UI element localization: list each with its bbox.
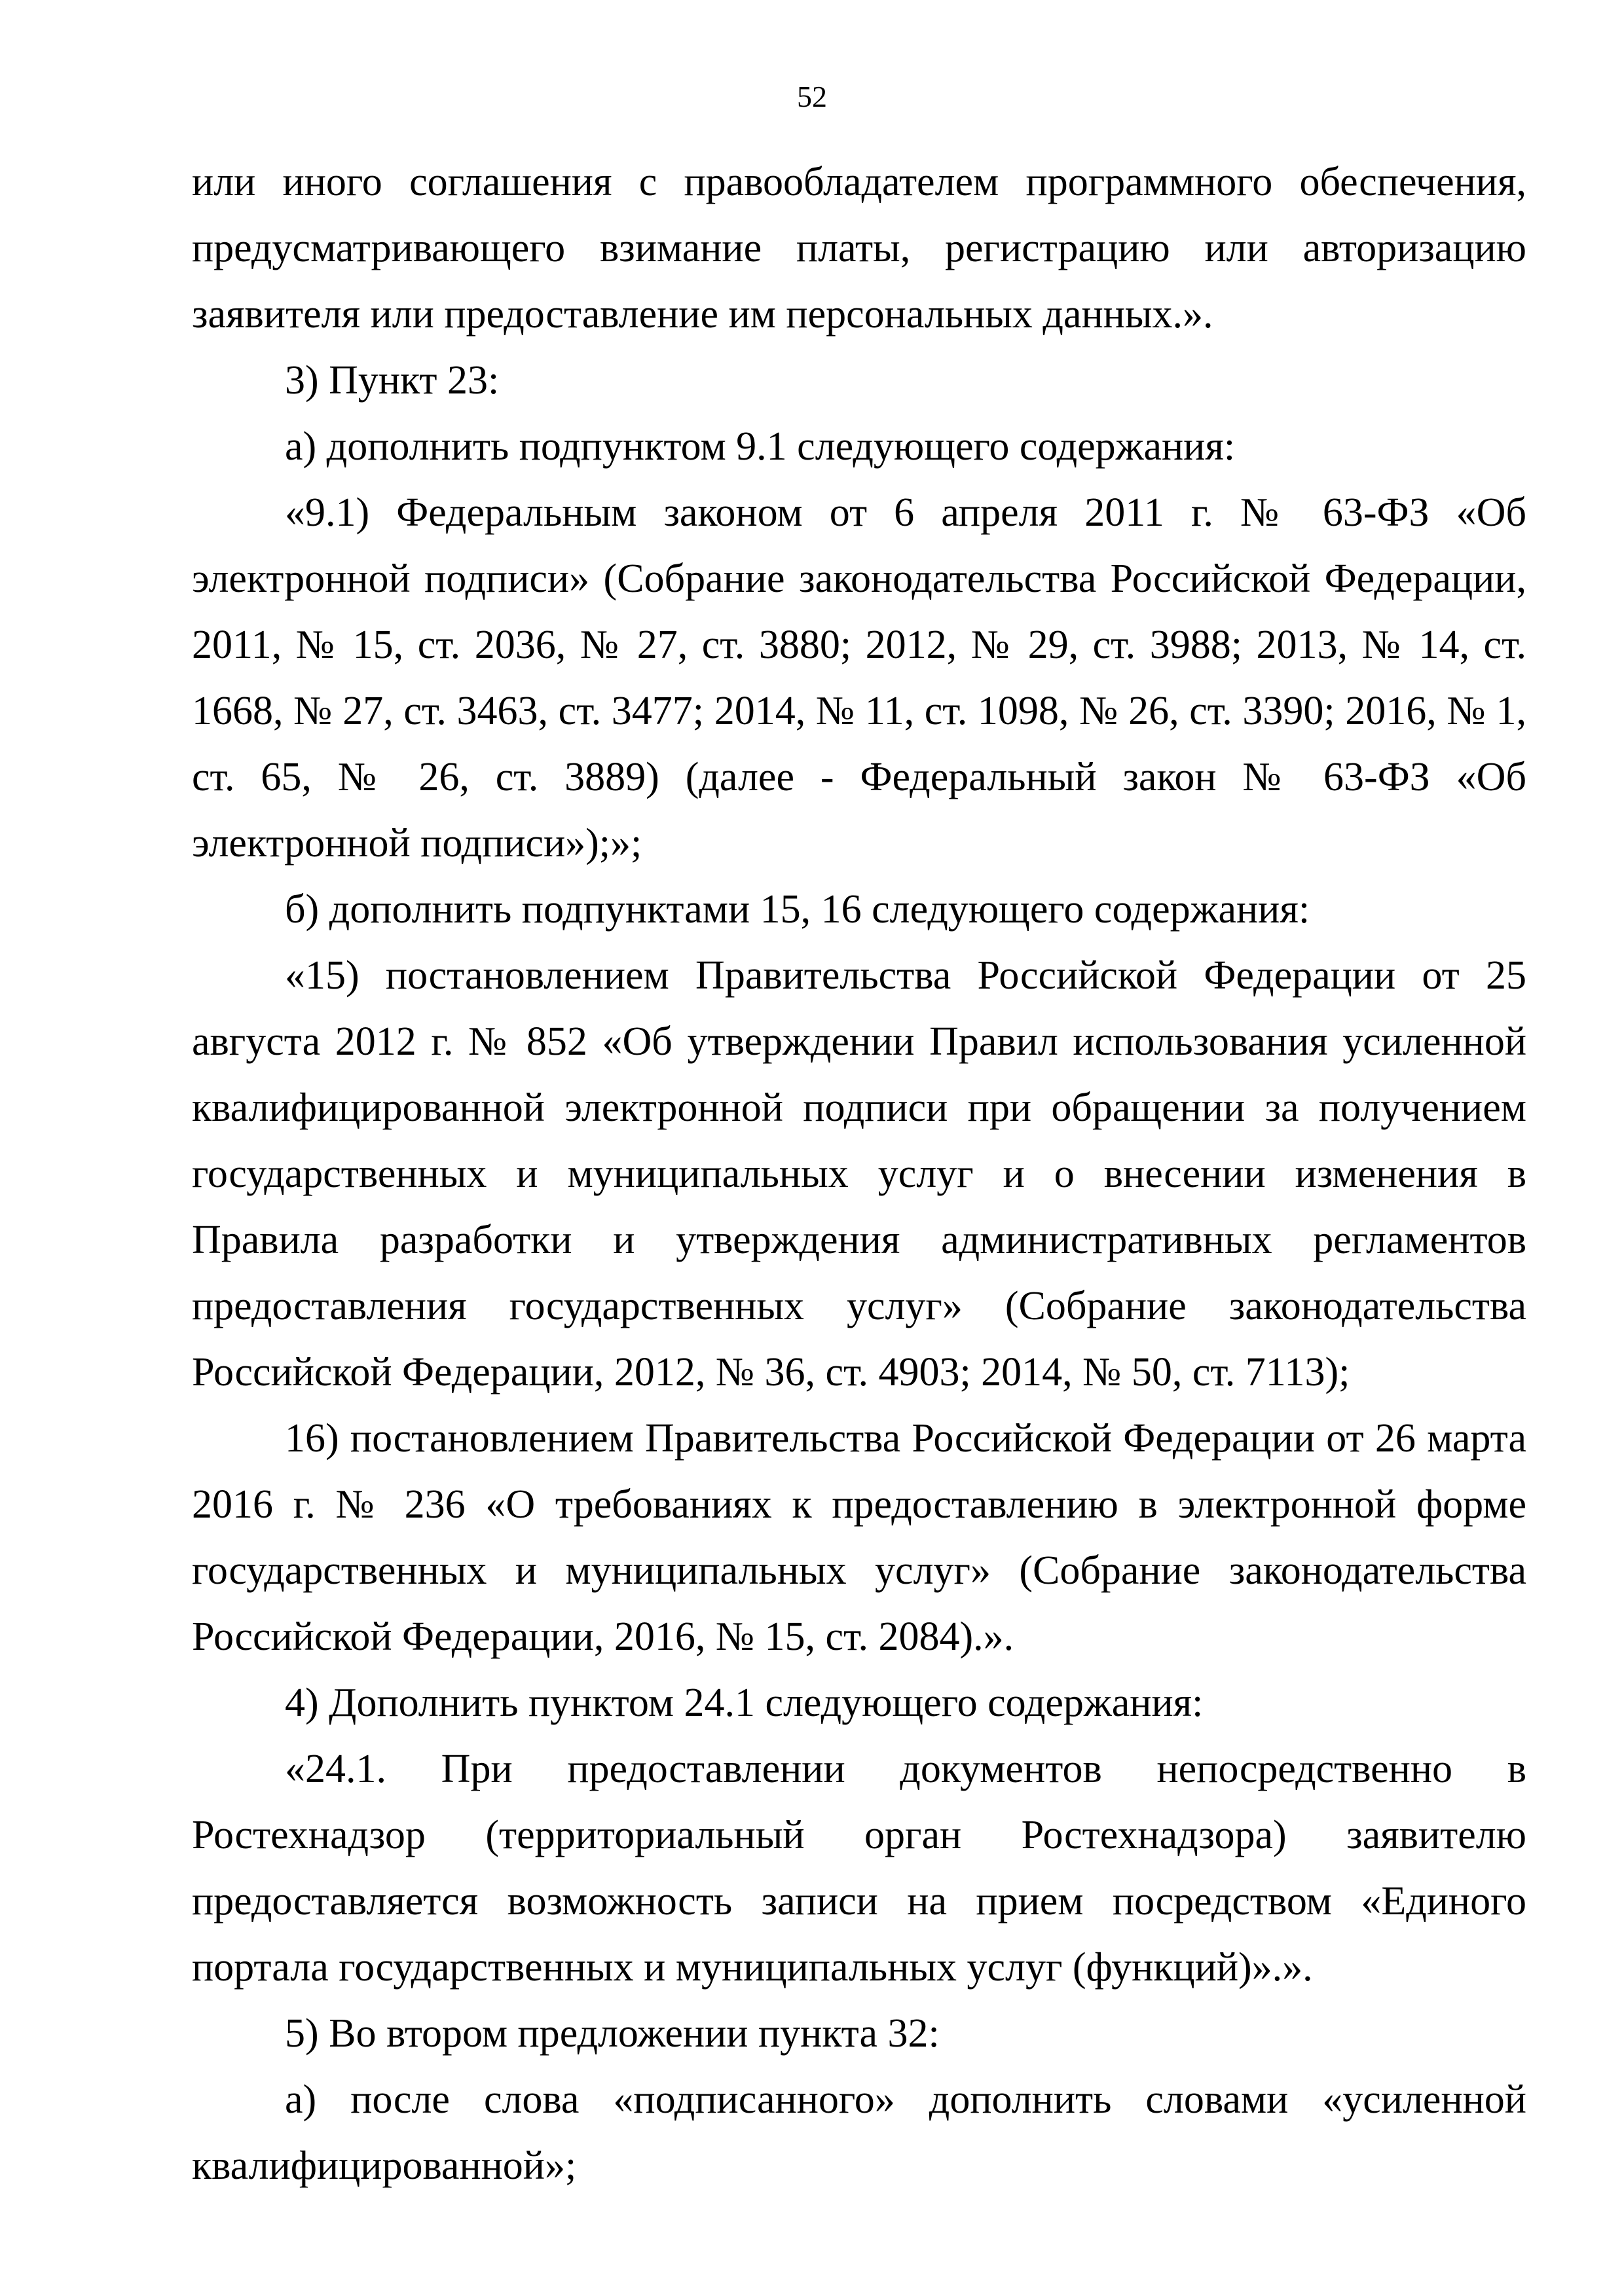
paragraph-item-3b: б) дополнить подпунктами 15, 16 следующего содержания:	[285, 887, 1310, 932]
paragraph-item-5: 5) Во втором предложении пункта 32:	[285, 2011, 940, 2056]
page-number: 52	[797, 80, 827, 113]
document-body	[192, 149, 1526, 2199]
paragraph-item-4: 4) Дополнить пунктом 24.1 следующего содержания:	[285, 1681, 1204, 1725]
paragraph-subitem-15: «15) постановлением Правительства Российской Федерации от 25 августа 2012 г. № 852 «Об утверждении Правил использования усиленной квалифицированной электронной подписи при обращении за получением государственных и муниципальных услуг и о внесении изменения в Правила разработки и утверждения административных регламентов предоставления государственных услуг» (Собрание законодательства Российской Федерации, 2012, № 36, ст. 4903; 2014, № 50, ст. 7113);	[192, 953, 1526, 1394]
paragraph-item-3: 3) Пункт 23:	[285, 358, 500, 403]
paragraph-subitem-16: 16) постановлением Правительства Российской Федерации от 26 марта 2016 г. № 236 «О требованиях к предоставлению в электронной форме государственных и муниципальных услуг» (Собрание законодательства Российской Федерации, 2016, № 15, ст. 2084).».	[192, 1416, 1526, 1659]
paragraph-subitem-9-1: «9.1) Федеральным законом от 6 апреля 2011 г. № 63-ФЗ «Об электронной подписи» (Собрание законодательства Российской Федерации, 2011, № 15, ст. 2036, № 27, ст. 3880; 2012, № 29, ст. 3988; 2013, № 14, ст. 1668, № 27, ст. 3463, ст. 3477; 2014, № 11, ст. 1098, № 26, ст. 3390; 2016, № 1, ст. 65, № 26, ст. 3889) (далее - Федеральный закон № 63-ФЗ «Об электронной подписи»);»;	[192, 490, 1526, 866]
paragraph-item-3a: а) дополнить подпунктом 9.1 следующего содержания:	[285, 424, 1236, 469]
paragraph-continuation: или иного соглашения с правообладателем программного обеспечения, предусматривающего взимание платы, регистрацию или авторизацию заявителя или предоставление им персональных данных.».	[192, 160, 1526, 337]
paragraph-item-5a: а) после слова «подписанного» дополнить словами «усиленной квалифицированной»;	[192, 2077, 1526, 2188]
paragraph-item-24-1: «24.1. При предоставлении документов непосредственно в Ростехнадзор (территориальный орган Ростехнадзора) заявителю предоставляется возможность записи на прием посредством «Единого портала государственных и муниципальных услуг (функций)».».	[192, 1747, 1526, 1990]
